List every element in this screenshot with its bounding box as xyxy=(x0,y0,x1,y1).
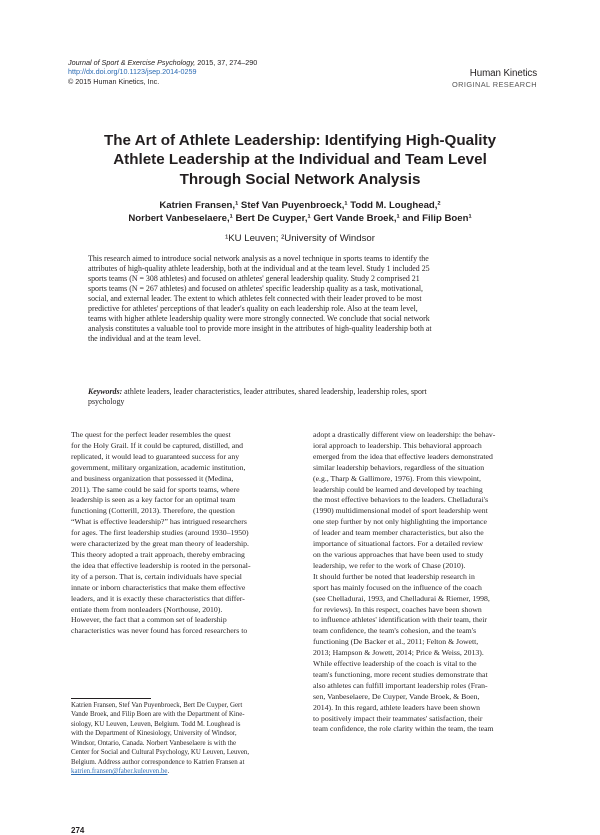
journal-header xyxy=(68,58,388,86)
body-line: (1990) multidimensional model of sport leadership went xyxy=(313,506,488,516)
publisher-block xyxy=(452,68,537,90)
body-line: leadership could be learned and developed by teaching xyxy=(313,484,483,494)
footnote-line: Katrien Fransen, Stef Van Puyenbroeck, Bert De Cuyper, Gert xyxy=(71,702,243,709)
body-line: on the various approaches that have been used to study xyxy=(313,549,484,559)
body-line: the most effective behaviors to the leaders. Chelladurai's xyxy=(313,495,489,505)
body-line: innate or inborn characteristics that make them effective xyxy=(71,582,246,592)
title-line: Through Social Network Analysis xyxy=(179,170,421,188)
author-list xyxy=(60,200,540,225)
body-line: team confidence, the role clarity within the team, the team xyxy=(313,724,494,734)
footnote-period: . xyxy=(167,768,170,776)
body-line: leaders, and it is exactly these characteristics that differ- xyxy=(71,593,245,603)
body-line: the idea that effective leadership is rooted in the personal- xyxy=(71,560,251,570)
affiliations: ¹KU Leuven; ²University of Windsor xyxy=(225,233,375,244)
keywords-line-1 xyxy=(88,387,528,397)
body-line: team's functioning, more recent studies demonstrate that xyxy=(313,669,488,679)
keywords xyxy=(88,387,528,407)
abstract-line: sports teams (N = 267 athletes) and focused on athletes' specific leadership quality as a task, motivational, xyxy=(88,284,423,294)
abstract-line: teams with higher athlete leadership quality were more strongly connected. We conclude that social network xyxy=(88,314,430,324)
keywords-text: athlete leaders, leader characteristics, leader attributes, shared leadership, leadership roles, sport xyxy=(122,387,427,396)
body-line: leadership is seen as a key factor for an optimal team xyxy=(71,495,236,505)
footnote-email-line xyxy=(71,767,299,776)
body-line: importance of situational factors. For a detailed review xyxy=(313,539,484,549)
title-line: The Art of Athlete Leadership: Identifying High-Quality xyxy=(103,132,497,149)
body-line: sen, Vanbeselaere, De Cuyper, Vande Broek, & Boen, xyxy=(313,691,480,701)
body-line: 2011). The same could be said for sports teams, where xyxy=(71,484,240,494)
body-line: team confidence, the team's cohesion, and the team's xyxy=(313,626,477,636)
page-number: 274 xyxy=(71,826,85,835)
body-line: 2014). In this regard, athlete leaders have been shown xyxy=(313,702,480,712)
abstract-line: sports teams (N = 308 athletes) and focused on athletes' general leadership quality. Study 2 comprised 21 xyxy=(88,274,420,284)
body-line: ity of a person. That is, certain individuals have special xyxy=(71,571,242,581)
keywords-line-2: psychology xyxy=(88,397,125,407)
body-line: “What is effective leadership?” has intrigued researchers xyxy=(71,517,247,527)
footnote-line: siology, KU Leuven, Leuven, Belgium. Todd M. Loughead is xyxy=(71,720,241,728)
article-type: ORIGINAL RESEARCH xyxy=(452,80,537,89)
body-line: and business organization that possessed it (Medina, xyxy=(71,473,234,483)
article-title xyxy=(80,131,520,189)
footnote-line: Vande Broek, and Filip Boen are with the Department of Kine- xyxy=(71,711,245,719)
journal-volume: 2015, 37, 274–290 xyxy=(195,58,258,67)
body-line: While effective leadership of the coach is vital to the xyxy=(313,659,477,669)
body-line: The quest for the perfect leader resembles the quest xyxy=(71,430,231,439)
author-line: Katrien Fransen,¹ Stef Van Puyenbroeck,¹ Todd M. Loughead,² xyxy=(159,200,441,211)
correspondence-email-link[interactable]: katrien.fransen@faber.kuleuven.be xyxy=(71,768,168,776)
abstract xyxy=(88,254,528,344)
footnote-rule xyxy=(71,698,151,699)
body-line: to positively impact their teammates' satisfaction, their xyxy=(313,713,483,723)
copyright: © 2015 Human Kinetics, Inc. xyxy=(68,76,160,86)
body-line: for reviews). In this respect, coaches have been shown xyxy=(313,604,482,614)
author-line: Norbert Vanbeselaere,¹ Bert De Cuyper,¹ Gert Vande Broek,¹ and Filip Boen¹ xyxy=(128,212,472,224)
body-line: were characterized by the great man theory of leadership. xyxy=(71,539,249,549)
abstract-line: This research aimed to introduce social network analysis as a novel technique in sports teams to identify the xyxy=(88,254,429,263)
body-line: However, the fact that a common set of leadership xyxy=(71,615,227,625)
footnote-line: Center for Social and Cultural Psychology, KU Leuven, Leuven, xyxy=(71,749,250,757)
body-line: functioning (Cotterill, 2013). Therefore, the question xyxy=(71,506,235,516)
body-line: (e.g., Tharp & Gallimore, 1976). From this viewpoint, xyxy=(313,473,481,483)
body-line: adopt a drastically different view on leadership: the behav- xyxy=(313,430,496,439)
footnote-line: Windsor, Ontario, Canada. Norbert Vanbeselaere is with the xyxy=(71,739,237,747)
body-line: (see Chelladurai, 1993, and Chelladurai & Riemer, 1998, xyxy=(313,593,490,603)
author-footnote xyxy=(71,701,299,777)
body-line: It should further be noted that leadership research in xyxy=(313,571,475,581)
footnote-line: Belgium. Address author correspondence to Katrien Fransen at xyxy=(71,758,245,766)
body-line: for the Holy Grail. If it could be captured, distilled, and xyxy=(71,440,243,450)
body-line: characteristics was never found has forced researchers to xyxy=(71,626,248,636)
body-line: functioning (De Backer et al., 2011; Felton & Jowett, xyxy=(313,637,479,647)
publisher-name: Human Kinetics xyxy=(469,68,537,79)
abstract-line: social, and external leader. The extent to which athletes felt connected with their leader proved to be most xyxy=(88,294,422,304)
abstract-line: analysis constitutes a valuable tool to provide more insight in the attributes of high-quality leadership both at xyxy=(88,324,432,334)
footnote-text xyxy=(71,701,299,767)
body-line: one step further by not only highlighting the importance xyxy=(313,517,487,527)
body-line: government, military organization, academic institution, xyxy=(71,462,246,472)
body-line: to influence athletes' identification with their team, their xyxy=(313,615,487,625)
body-line: sport has mainly focused on the influence of the coach xyxy=(313,582,482,592)
journal-citation xyxy=(68,58,388,67)
body-line: This theory adopted a trait approach, thereby embracing xyxy=(71,549,245,559)
body-line: emerged from the idea that effective leaders demonstrated xyxy=(313,451,493,461)
body-line: for ages. The first leadership studies (around 1930–1950) xyxy=(71,528,249,538)
body-line: 2013; Hampson & Jowett, 2014; Price & Weiss, 2013). xyxy=(313,648,484,658)
abstract-line: attributes of high-quality athlete leadership, both at the individual and at the team level. Study 1 included 25 xyxy=(88,264,430,274)
body-line: similar leadership behaviors, regardless of the situation xyxy=(313,462,485,472)
body-line: of leader and team member characteristics, but also the xyxy=(313,528,484,538)
abstract-line: predictive for athletes' perceptions of that leader's quality on each leadership role. Also at the team level, xyxy=(88,304,418,314)
footnote-line: with the Department of Kinesiology, University of Windsor, xyxy=(71,730,237,738)
title-line: Athlete Leadership at the Individual and Team Level xyxy=(113,151,487,169)
journal-title: Journal of Sport & Exercise Psychology, xyxy=(68,58,196,67)
body-line: leadership, we refer to the work of Chase (2010). xyxy=(313,560,466,570)
keywords-label: Keywords: xyxy=(88,387,123,396)
doi-link[interactable]: http://dx.doi.org/10.1123/jsep.2014-0259 xyxy=(68,67,197,77)
body-column-right xyxy=(313,430,538,735)
body-line: replicated, it would lead to guaranteed success for any xyxy=(71,451,240,461)
body-line: also athletes can fulfill important leadership roles (Fran- xyxy=(313,680,488,690)
body-column-left xyxy=(71,430,296,637)
abstract-line: the individual and at the team level. xyxy=(88,334,201,344)
body-line: ioral approach to leadership. This behavioral approach xyxy=(313,440,482,450)
body-line: entiate them from nonleaders (Northouse, 2010). xyxy=(71,604,223,614)
